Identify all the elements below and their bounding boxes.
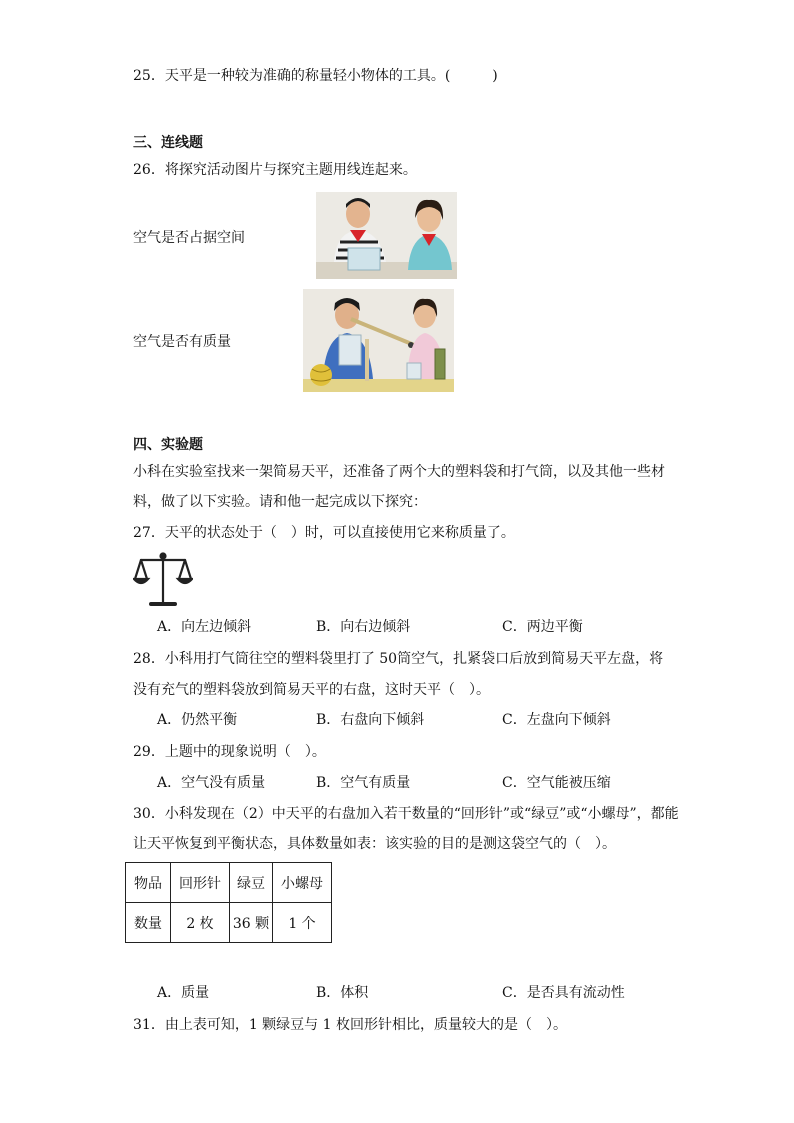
question-26: 26．将探究活动图片与探究主题用线连起来。 xyxy=(133,162,417,178)
q27-option-a: A．向左边倾斜 xyxy=(157,619,252,635)
q30-option-a: A．质量 xyxy=(157,985,210,1001)
q29-option-a: A．空气没有质量 xyxy=(157,775,266,791)
q27-option-c: C．两边平衡 xyxy=(502,619,583,635)
q27-option-b: B．向右边倾斜 xyxy=(316,619,411,635)
table-row xyxy=(126,903,332,943)
q30-option-c: C．是否具有流动性 xyxy=(502,985,625,1001)
table-cell: 回形针 xyxy=(171,863,230,903)
experiment-intro-line-1: 小科在实验室找来一架简易天平，还准备了两个大的塑料袋和打气筒，以及其他一些材 xyxy=(133,464,665,480)
q28-option-a: A．仍然平衡 xyxy=(157,712,238,728)
photo-air-has-mass xyxy=(303,289,454,392)
table-cell: 物品 xyxy=(126,863,171,903)
experiment-intro-line-2: 料，做了以下实验。请和他一起完成以下探究： xyxy=(133,494,427,510)
question-29: 29．上题中的现象说明（ ）。 xyxy=(133,744,326,760)
balance-scale-icon xyxy=(133,551,193,609)
q28-option-c: C．左盘向下倾斜 xyxy=(502,712,611,728)
table-cell: 36 颗 xyxy=(230,903,273,943)
q30-option-b: B．体积 xyxy=(316,985,369,1001)
table-cell: 2 枚 xyxy=(171,903,230,943)
question-27: 27．天平的状态处于（ ）时，可以直接使用它来称质量了。 xyxy=(133,525,515,541)
question-31: 31．由上表可知，1 颗绿豆与 1 枚回形针相比，质量较大的是（ ）。 xyxy=(133,1017,567,1033)
topic-occupies-space: 空气是否占据空间 xyxy=(133,230,245,246)
table-cell: 数量 xyxy=(126,903,171,943)
photo-air-occupies-space xyxy=(316,192,457,279)
question-30-line-1: 30．小科发现在（2）中天平的右盘加入若干数量的“回形针”或“绿豆”或“小螺母”，都能 xyxy=(133,806,679,822)
q29-option-b: B．空气有质量 xyxy=(316,775,411,791)
question-25: 25．天平是一种较为准确的称量轻小物体的工具。( ) xyxy=(133,68,498,84)
table-cell: 小螺母 xyxy=(273,863,332,903)
question-28-line-2: 没有充气的塑料袋放到简易天平的右盘，这时天平（ ）。 xyxy=(133,682,490,698)
table-cell: 绿豆 xyxy=(230,863,273,903)
table-cell: 1 个 xyxy=(273,903,332,943)
topic-has-mass: 空气是否有质量 xyxy=(133,334,231,350)
table-header-row xyxy=(126,863,332,903)
section-3-title: 三、连线题 xyxy=(133,135,203,151)
section-4-title: 四、实验题 xyxy=(133,437,203,453)
q28-option-b: B．右盘向下倾斜 xyxy=(316,712,425,728)
question-28-line-1: 28．小科用打气筒往空的塑料袋里打了 50筒空气，扎紧袋口后放到简易天平左盘，将 xyxy=(133,651,664,667)
question-30-line-2: 让天平恢复到平衡状态，具体数量如表：该实验的目的是测这袋空气的（ ）。 xyxy=(133,836,616,852)
q29-option-c: C．空气能被压缩 xyxy=(502,775,611,791)
quantity-table xyxy=(125,862,332,943)
